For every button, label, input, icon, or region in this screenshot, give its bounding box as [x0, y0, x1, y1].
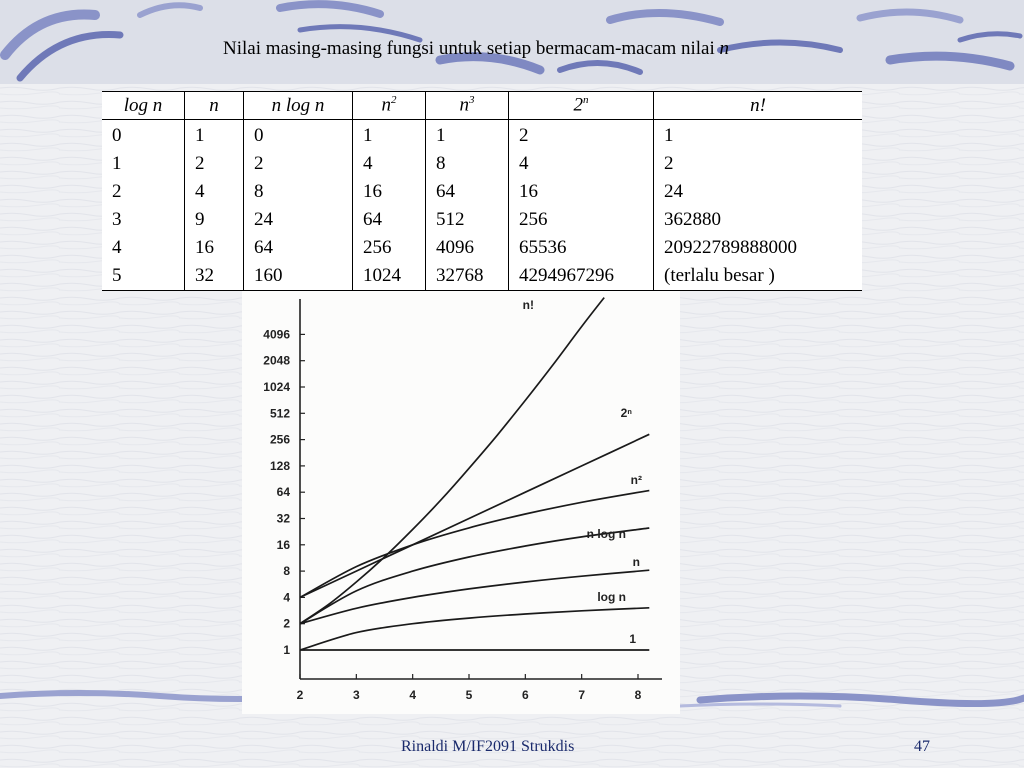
y-tick-label: 8 — [283, 564, 290, 579]
table-cell: 1 — [353, 120, 426, 151]
table-cell: 160 — [244, 262, 353, 291]
table-cell: 64 — [353, 206, 426, 234]
series-label-1: 1 — [629, 632, 636, 646]
y-tick-label: 512 — [269, 406, 290, 421]
table-cell: 64 — [244, 234, 353, 262]
table-cell: 256 — [509, 206, 654, 234]
table-cell: 256 — [353, 234, 426, 262]
series-line-2-n — [300, 434, 649, 597]
col-header-n-squared-sup: 2 — [391, 94, 397, 107]
x-tick-label: 6 — [521, 688, 529, 702]
table-cell: 1024 — [353, 262, 426, 291]
x-tick-label: 8 — [634, 688, 642, 702]
table-cell: 362880 — [654, 206, 863, 234]
growth-chart — [242, 291, 680, 714]
col-header-n: n — [185, 92, 244, 120]
y-tick-label: 256 — [269, 432, 290, 447]
table-cell: 1 — [185, 120, 244, 151]
y-tick-label: 2048 — [263, 353, 290, 368]
y-tick-label: 1024 — [263, 380, 290, 394]
table-cell: 9 — [185, 206, 244, 234]
table-cell: 4096 — [426, 234, 509, 262]
col-header-n-squared: $n^2$ — [353, 92, 426, 120]
series-label-2-n: 2ⁿ — [620, 406, 632, 420]
series-line-log-n — [300, 608, 649, 650]
col-header-log-n: log n — [102, 92, 185, 120]
table-cell: 24 — [654, 178, 863, 206]
table-cell: 2 — [509, 120, 654, 151]
x-tick-label: 2 — [296, 688, 304, 702]
table-cell: 4 — [509, 150, 654, 178]
table-cell: 2 — [244, 150, 353, 178]
table-cell: 512 — [426, 206, 509, 234]
table-cell: 8 — [244, 178, 353, 206]
y-tick-label: 16 — [276, 537, 290, 552]
series-label-n-log-n: n log n — [586, 527, 626, 541]
table-cell: 1 — [654, 120, 863, 151]
table-cell: 2 — [112, 181, 122, 202]
title-text: Nilai masing-masing fungsi untuk setiap bermacam-macam nilai — [222, 38, 720, 59]
x-tick-label: 5 — [465, 688, 473, 702]
table-row — [102, 178, 862, 206]
x-tick-label: 7 — [578, 688, 586, 702]
y-tick-label: 4 — [283, 590, 290, 605]
table-cell: 2 — [654, 150, 863, 178]
table-cell: 4 — [353, 150, 426, 178]
slide-title — [0, 38, 952, 60]
table-cell: 32 — [185, 262, 244, 291]
col-header-n-log-n: n log n — [244, 92, 353, 120]
col-header-n-factorial: n! — [654, 92, 863, 120]
table-row — [102, 120, 862, 151]
y-tick-label: 4096 — [263, 327, 290, 342]
table-cell: 16 — [509, 178, 654, 206]
table-cell: 0 — [244, 120, 353, 151]
col-header-2-pow-n-sup: n — [583, 94, 589, 107]
function-values-table — [102, 91, 862, 291]
series-line-n-2 — [300, 491, 649, 598]
table-row — [102, 206, 862, 234]
series-label-n-: n! — [522, 298, 534, 312]
table-cell: 32768 — [426, 262, 509, 291]
series-line-n- — [300, 298, 604, 624]
table-cell: 24 — [244, 206, 353, 234]
table-cell: 1 — [112, 153, 122, 174]
table-cell: 16 — [353, 178, 426, 206]
table-header-row — [102, 92, 862, 120]
table-cell: 65536 — [509, 234, 654, 262]
table-row — [102, 262, 862, 291]
x-tick-label: 3 — [352, 688, 360, 702]
table-cell: 2 — [185, 150, 244, 178]
y-tick-label: 128 — [269, 458, 290, 473]
table-cell: 4 — [185, 178, 244, 206]
table-cell: 4294967296 — [509, 262, 654, 291]
table-cell: (terlalu besar ) — [654, 262, 863, 291]
table-row — [102, 150, 862, 178]
series-label-log-n: log n — [597, 590, 626, 604]
y-tick-label: 2 — [283, 616, 290, 631]
table-cell: 3 — [112, 209, 122, 230]
series-label-n-2: n² — [630, 473, 642, 487]
col-header-n-cubed-sup: 3 — [469, 94, 475, 107]
table-cell: 16 — [185, 234, 244, 262]
table-cell: 1 — [426, 120, 509, 151]
slide-number: 47 — [914, 738, 930, 755]
y-tick-label: 32 — [276, 511, 290, 526]
footer-credit: Rinaldi M/IF2091 Strukdis — [401, 738, 575, 755]
y-tick-label: 1 — [283, 643, 290, 657]
col-header-2-pow-n: 2$^n$ — [509, 92, 654, 120]
table-cell: 5 — [102, 262, 185, 291]
table-cell: 8 — [426, 150, 509, 178]
table-cell: 64 — [426, 178, 509, 206]
table-cell: 20922789888000 — [654, 234, 863, 262]
table-row — [102, 234, 862, 262]
col-header-n-cubed: $n^3$ — [426, 92, 509, 120]
series-label-n: n — [632, 555, 640, 569]
y-tick-label: 64 — [276, 485, 290, 500]
x-tick-label: 4 — [409, 688, 417, 702]
table-cell: 4 — [112, 237, 122, 258]
title-variable: n — [719, 38, 729, 59]
table-cell: 0 — [112, 125, 122, 146]
